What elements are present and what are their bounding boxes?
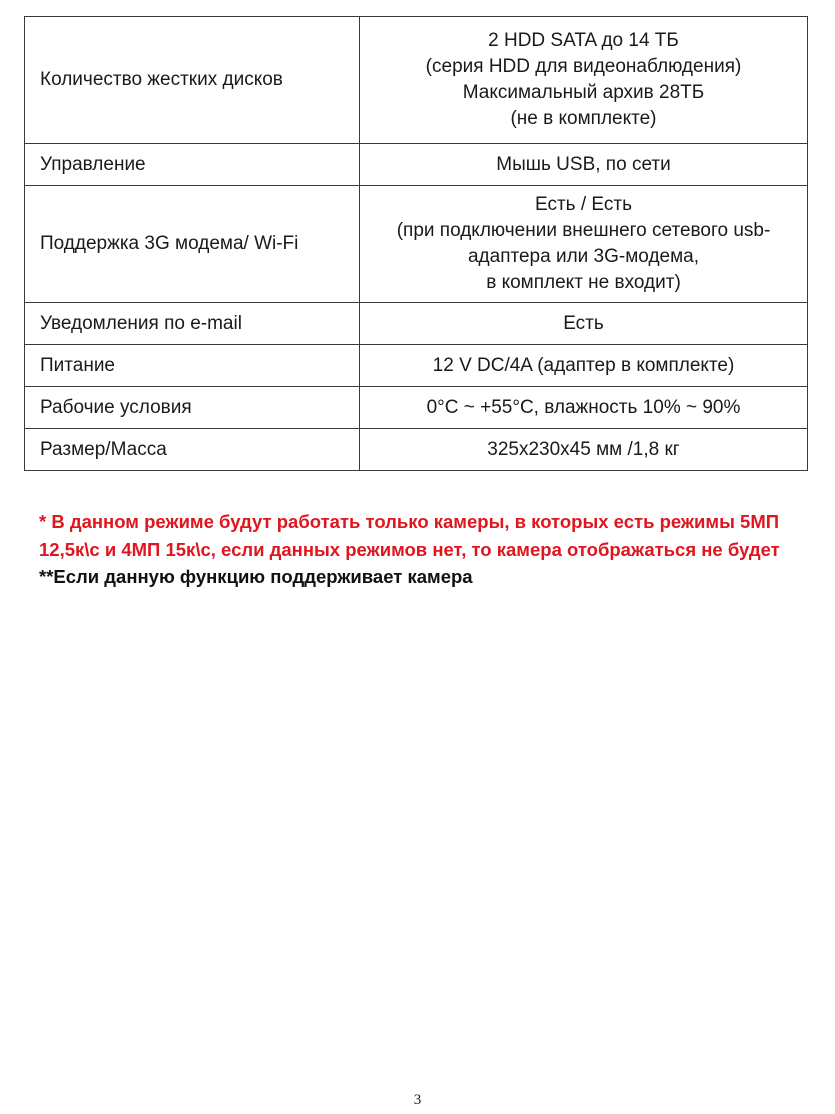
- spec-value-line: 0°C ~ +55°C, влажность 10% ~ 90%: [426, 396, 741, 418]
- spec-value: [360, 387, 808, 429]
- spec-value-line: Максимальный архив 28ТБ: [462, 82, 705, 103]
- spec-value-line: (серия HDD для видеонаблюдения): [425, 56, 742, 77]
- spec-value-line: 2 HDD SATA до 14 ТБ: [488, 30, 679, 51]
- spec-row-email: [25, 303, 808, 345]
- spec-value-line: Есть: [563, 312, 604, 334]
- spec-key: Управление: [25, 144, 360, 186]
- spec-value: [360, 186, 808, 303]
- spec-value-line: 325x230x45 мм /1,8 кг: [487, 438, 680, 460]
- footnotes: [39, 508, 819, 591]
- spec-value: [360, 345, 808, 387]
- spec-value: [360, 429, 808, 471]
- spec-row-size: [25, 429, 808, 471]
- spec-table: [24, 16, 808, 471]
- spec-key: Уведомления по e-mail: [25, 303, 360, 345]
- spec-row-conditions: [25, 387, 808, 429]
- spec-value-line: Мышь USB, по сети: [496, 153, 671, 175]
- spec-key: Питание: [25, 345, 360, 387]
- spec-row-modem: [25, 186, 808, 303]
- spec-value: [360, 144, 808, 186]
- page-number: 3: [413, 1092, 422, 1108]
- spec-value-line: (не в комплекте): [510, 108, 657, 129]
- spec-value: [360, 17, 808, 144]
- spec-value-line: Есть / Есть: [535, 194, 632, 215]
- spec-value-line: (при подключении внешнего сетевого usb-: [396, 220, 771, 241]
- spec-value-line: в комплект не входит): [486, 272, 681, 293]
- spec-key: Рабочие условия: [25, 387, 360, 429]
- spec-value: [360, 303, 808, 345]
- spec-value-line: адаптера или 3G-модема,: [467, 246, 699, 267]
- spec-key: Количество жестких дисков: [25, 17, 360, 144]
- footnote-camera-support: **Если данную функцию поддерживает камера: [39, 566, 473, 587]
- spec-row-control: [25, 144, 808, 186]
- spec-row-hdd: [25, 17, 808, 144]
- spec-value-line: 12 V DC/4A (адаптер в комплекте): [432, 354, 735, 376]
- spec-row-power: [25, 345, 808, 387]
- spec-key: Поддержка 3G модема/ Wi-Fi: [25, 186, 360, 303]
- footnote-camera-modes: * В данном режиме будут работать только камеры, в которых есть режимы 5МП 12,5к\с и 4МП 15к\с, если данных режимов нет, то камера отображаться не будет: [39, 511, 780, 560]
- spec-key: Размер/Масса: [25, 429, 360, 471]
